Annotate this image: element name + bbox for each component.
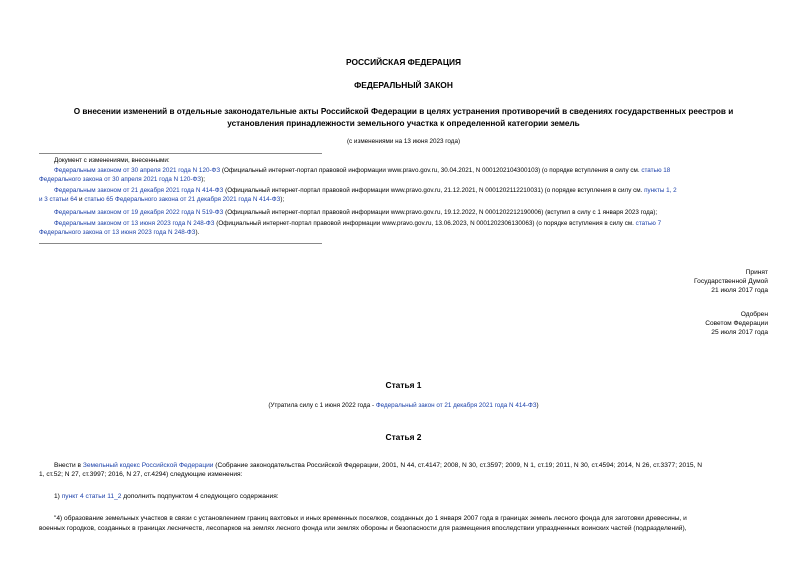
change-item-2-article64-link[interactable]: и 3 статьи 64 (39, 196, 78, 203)
article-11-2-link[interactable]: пункт 4 статьи 11_2 (61, 493, 122, 500)
change-item-3-text: (Официальный интернет-портал правовой информации www.pravo.gov.ru, 19.12.2022, N 0001202212190006) (вступил в силу с 1 января 2023 года); (223, 209, 658, 216)
changes-bottom-rule (39, 243, 322, 244)
article-2-paragraph-3-line-1: "4) образование земельных участков в связи с установлением границ вахтовых и иных временных поселков, созданных до 1 января 2007 года в границах земель лесного фонда для заготовки древесины, и (54, 515, 687, 522)
change-item-1 (54, 166, 768, 175)
adoption-accepted: Принят Государственной Думой 21 июля 2017 года (694, 269, 768, 294)
article-1-heading: Статья 1 (385, 380, 422, 390)
changes-intro: Документ с изменениями, внесенными: (54, 157, 170, 164)
change-item-2-article65-link[interactable]: статью 65 Федерального закона от 21 декабря 2021 года N 414-ФЗ (84, 196, 281, 203)
change-item-2 (54, 186, 768, 195)
adoption-approved: Одобрен Советом Федерации 25 июля 2017 года (705, 311, 768, 336)
change-item-2-link[interactable]: Федеральным законом от 21 декабря 2021 года N 414-ФЗ (54, 187, 224, 194)
change-item-1-article-link[interactable]: статью 18 (641, 167, 671, 174)
change-item-2-text: (Официальный интернет-портал правовой информации www.pravo.gov.ru, 21.12.2021, N 0001202112210031) (о порядке вступления в силу см. (223, 187, 645, 194)
changes-top-rule (39, 153, 322, 154)
change-item-4 (54, 219, 768, 228)
article-2-paragraph-2: 1) пункт 4 статьи 11_2 дополнить подпунктом 4 следующего содержания: (54, 493, 279, 500)
document-title-line-1: О внесении изменений в отдельные законодательные акты Российской Федерации в целях устранения противоречий в сведениях государственных реестров и (73, 107, 734, 116)
change-item-1-law-link[interactable]: Федерального закона от 30 апреля 2021 года N 120-ФЗ (39, 176, 202, 183)
article-2-heading: Статья 2 (385, 432, 422, 442)
article-1-law-link[interactable]: Федеральный закон от 21 декабря 2021 года N 414-ФЗ (375, 402, 537, 409)
change-item-4-line-2: Федерального закона от 13 июня 2023 года N 248-ФЗ). (39, 229, 200, 236)
change-item-1-line-2: Федерального закона от 30 апреля 2021 года N 120-ФЗ); (39, 176, 205, 183)
article-2-paragraph-1-line-2: 1, ст.52; N 27, ст.3997; 2016, N 27, ст.4294) следующие изменения: (39, 471, 243, 478)
article-2-paragraph-3-line-2: военных городков, созданных в границах лесничеств, лесопарков на землях лесного фонда или землях обороны и безопасности для размещения впоследствии упраздненных воинских частей (подразделений), (39, 525, 687, 532)
article-2-paragraph-1: Внести в Земельный кодекс Российской Федерации (Собрание законодательства Российской Федерации, 2001, N 44, ст.4147; 2008, N 30, ст.3597; 2009, N 1, ст.19; 2011, N 30, ст.4594; 2014, N 26, ст.3377; 2015, N (54, 462, 702, 469)
land-code-link[interactable]: Земельный кодекс Российской Федерации (82, 462, 214, 469)
change-item-3 (54, 208, 657, 217)
edition-note: (с изменениями на 13 июня 2023 года) (346, 138, 461, 145)
change-item-4-law-link[interactable]: Федерального закона от 13 июня 2023 года N 248-ФЗ (39, 229, 196, 236)
document-title-line-2: установления принадлежности земельного участка к определенной категории земель (227, 119, 580, 128)
country-heading: РОССИЙСКАЯ ФЕДЕРАЦИЯ (345, 57, 462, 67)
change-item-3-link[interactable]: Федеральным законом от 19 декабря 2022 года N 519-ФЗ (54, 209, 224, 216)
change-item-2-points-link[interactable]: пункты 1, 2 (644, 187, 677, 194)
change-item-1-link[interactable]: Федеральным законом от 30 апреля 2021 года N 120-ФЗ (54, 167, 221, 174)
change-item-1-text: (Официальный интернет-портал правовой информации www.pravo.gov.ru, 30.04.2021, N 0001202104300103) (о порядке вступления в силу см. (220, 167, 642, 174)
change-item-2-line-2: и 3 статьи 64 и статью 65 Федерального закона от 21 декабря 2021 года N 414-ФЗ); (39, 196, 285, 203)
doc-type-heading: ФЕДЕРАЛЬНЫЙ ЗАКОН (354, 80, 453, 90)
article-1-note: (Утратила силу с 1 июня 2022 года - Федеральный закон от 21 декабря 2021 года N 414-ФЗ) (268, 402, 539, 409)
change-item-4-article-link[interactable]: статью 7 (635, 220, 662, 227)
change-item-4-text: (Официальный интернет-портал правовой информации www.pravo.gov.ru, 13.06.2023, N 0001202306130063) (о порядке вступления в силу см. (214, 220, 636, 227)
change-item-4-link[interactable]: Федеральным законом от 13 июня 2023 года N 248-ФЗ (54, 220, 215, 227)
